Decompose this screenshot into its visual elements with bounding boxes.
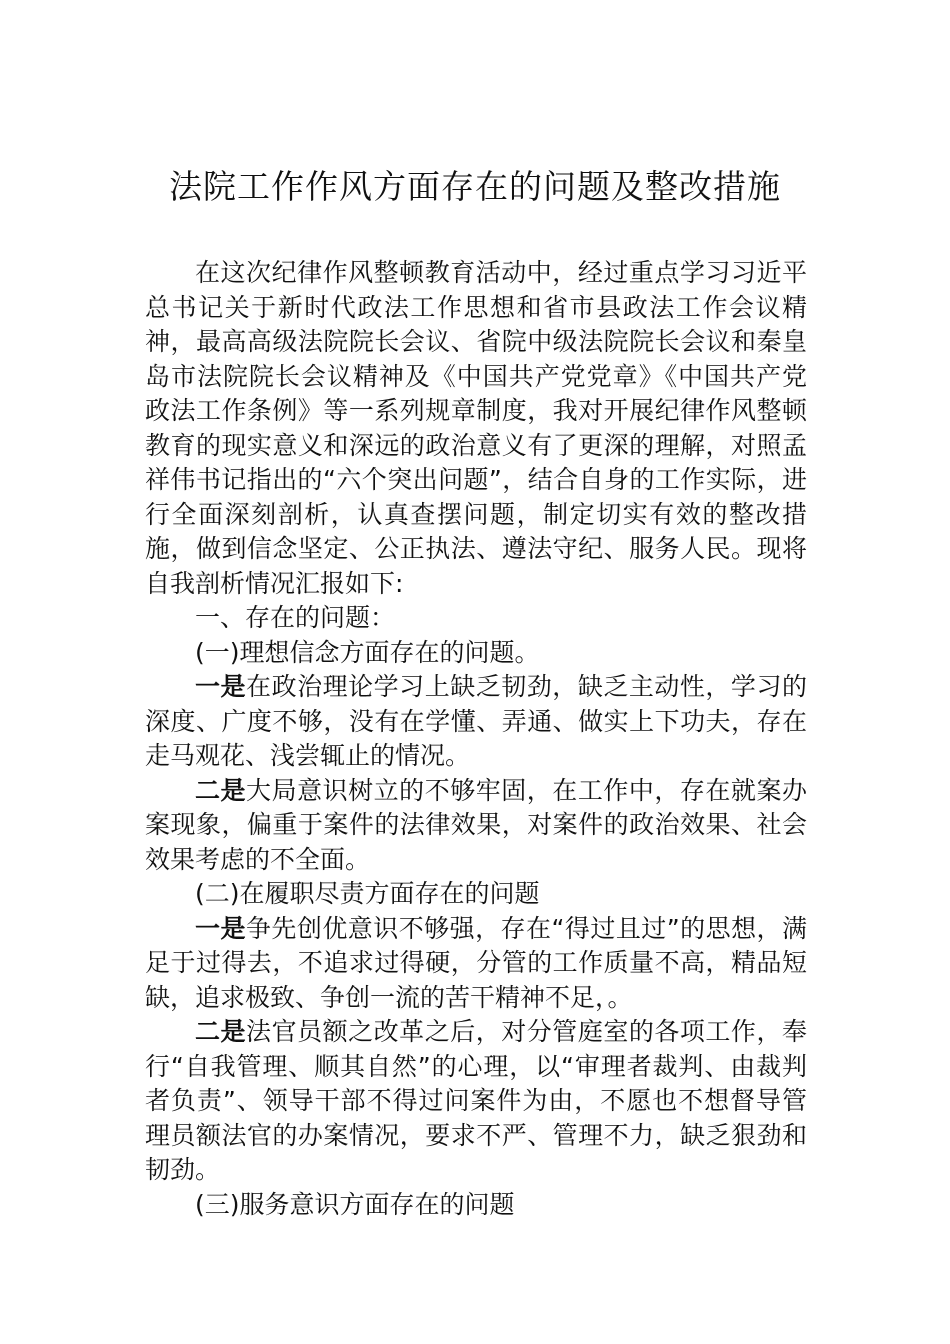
subsection-heading-service: (三)服务意识方面存在的问题 — [195, 1189, 515, 1219]
page-title: 法院工作作风方面存在的问题及整改措施 — [169, 167, 781, 206]
section-heading-problems: 一、存在的问题： — [195, 603, 396, 632]
document-body — [145, 256, 807, 1222]
paragraph-ideals-point-2: 二是大局意识树立的不够牢固，在工作中，存在就案办案现象，偏重于案件的法律效果，对案件的政治效果、社会效果考虑的不全面。 — [145, 775, 807, 874]
paragraph-intro: 在这次纪律作风整顿教育活动中，经过重点学习习近平总书记关于新时代政法工作思想和省市县政法工作会议精神，最高高级法院院长会议、省院中级法院院长会议和秦皇岛市法院院长会议精神及《中国共产党党章》《中国共产党政法工作条例》等一系列规章制度，我对开展纪律作风整顿教育的现实意义和深远的政治意义有了更深的理解，对照孟祥伟书记指出的“六个突出问题”，结合自身的工作实际，进行全面深刻剖析，认真查摆问题，制定切实有效的整改措施，做到信念坚定、公正执法、遵法守纪、服务人民。现将自我剖析情况汇报如下: — [145, 258, 807, 598]
subsection-heading-ideals: (一)理想信念方面存在的问题。 — [195, 637, 540, 667]
paragraph-duty-point-2: 二是法官员额之改革之后，对分管庭室的各项工作，奉行“自我管理、顺其自然”的心理，以“审理者裁判、由裁判者负责”、领导干部不得过问案件为由，不愿也不想督导管理员额法官的办案情况，要求不严、管理不力，缺乏狠劲和韧劲。 — [145, 1017, 807, 1184]
paragraph-duty-point-1: 一是争先创优意识不够强，存在“得过且过”的思想，满足于过得去，不追求过得硬，分管的工作质量不高，精品短缺，追求极致、争创一流的苦干精神不足，。 — [145, 913, 807, 1012]
paragraph-ideals-point-1: 一是在政治理论学习上缺乏韧劲，缺乏主动性，学习的深度、广度不够，没有在学懂、弄通、做实上下功夫，存在走马观花、浅尝辄止的情况。 — [145, 672, 807, 770]
subsection-heading-duty: (二)在履职尽责方面存在的问题 — [195, 879, 540, 908]
